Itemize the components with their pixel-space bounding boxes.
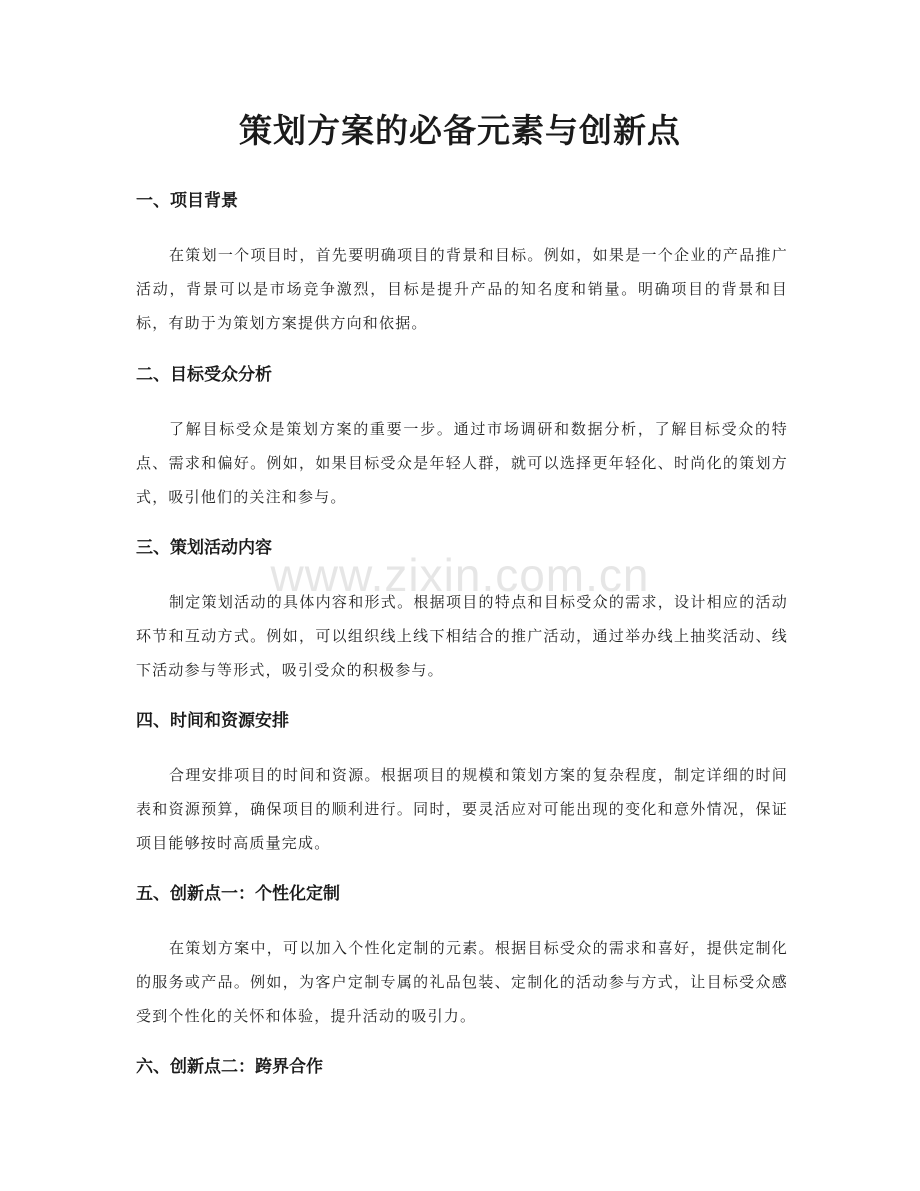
document-title: 策划方案的必备元素与创新点 — [239, 111, 681, 150]
section-heading: 二、目标受众分析 — [136, 365, 272, 385]
section-paragraph: 了解目标受众是策划方案的重要一步。通过市场调研和数据分析，了解目标受众的特点、需求和偏好。例如，如果目标受众是年轻人群，就可以选择更年轻化、时尚化的策划方式，吸引他们的关注和参与。 — [136, 420, 788, 506]
section-heading: 四、时间和资源安排 — [136, 711, 289, 731]
section-heading: 五、创新点一：个性化定制 — [136, 884, 340, 904]
section-activity-content — [136, 535, 788, 687]
section-paragraph: 制定策划活动的具体内容和形式。根据项目的特点和目标受众的需求，设计相应的活动环节和互动方式。例如，可以组织线上线下相结合的推广活动，通过举办线上抽奖活动、线下活动参与等形式，吸引受众的积极参与。 — [136, 593, 788, 679]
section-paragraph: 在策划一个项目时，首先要明确项目的背景和目标。例如，如果是一个企业的产品推广活动，背景可以是市场竞争激烈，目标是提升产品的知名度和销量。明确项目的背景和目标，有助于为策划方案提供方向和依据。 — [136, 246, 788, 332]
section-heading: 六、创新点二：跨界合作 — [136, 1057, 323, 1077]
section-project-background — [136, 188, 788, 340]
section-heading: 三、策划活动内容 — [136, 538, 272, 558]
section-audience-analysis — [136, 362, 788, 514]
section-time-resources — [136, 708, 788, 860]
section-paragraph: 在策划方案中，可以加入个性化定制的元素。根据目标受众的需求和喜好，提供定制化的服务或产品。例如，为客户定制专属的礼品包装、定制化的活动参与方式，让目标受众感受到个性化的关怀和体验，提升活动的吸引力。 — [136, 939, 788, 1025]
section-innovation-personalization — [136, 881, 788, 1033]
section-heading: 一、项目背景 — [136, 191, 238, 211]
section-paragraph: 合理安排项目的时间和资源。根据项目的规模和策划方案的复杂程度，制定详细的时间表和资源预算，确保项目的顺利进行。同时，要灵活应对可能出现的变化和意外情况，保证项目能够按时高质量完成。 — [136, 766, 788, 852]
watermark-text: www.zixin.com.cn — [270, 549, 650, 601]
section-innovation-crossover — [136, 1054, 788, 1080]
